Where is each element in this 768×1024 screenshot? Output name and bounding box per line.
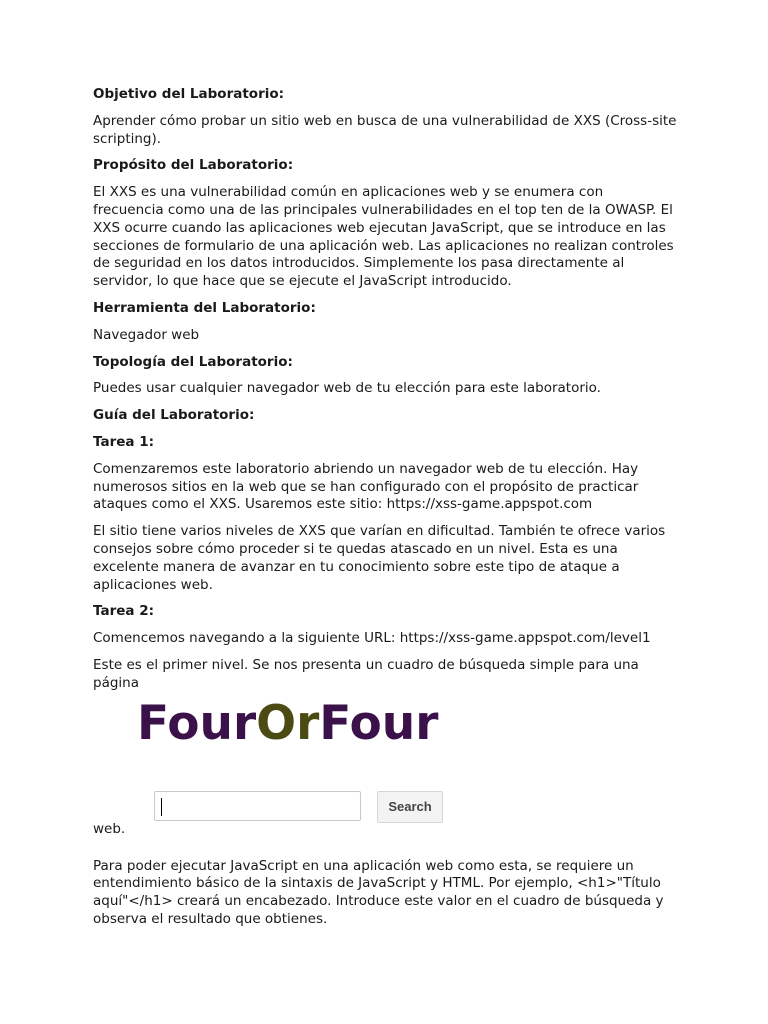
herramienta-heading: Herramienta del Laboratorio: — [93, 299, 316, 316]
topologia-heading: Topología del Laboratorio: — [93, 353, 293, 370]
tarea2-text-2: Este es el primer nivel. Se nos presenta un cuadro de búsqueda simple para una página — [93, 656, 639, 691]
logo-part-2: Or — [256, 695, 320, 751]
logo-part-3: Four — [319, 695, 439, 751]
topologia-text: Puedes usar cualquier navegador web de tu elección para este laboratorio. — [93, 380, 601, 397]
objetivo-text: Aprender cómo probar un sitio web en busca de una vulnerabilidad de XXS (Cross-site scripting). — [93, 112, 677, 147]
proposito-text: El XXS es una vulnerabilidad común en aplicaciones web y se enumera con frecuencia como una de las principales vulnerabilidades en el top ten de la OWASP. El XXS ocurre cuando las aplicaciones web ejecutan JavaScript, que se introduce en las secciones de formulario de una aplicación web. Las aplicaciones no realizan controles de seguridad en los datos introducidos. Simplemente los pasa directamente al servidor, lo que hace que se ejecute el JavaScript introducido. — [93, 184, 674, 290]
search-input[interactable] — [154, 791, 361, 821]
proposito-heading: Propósito del Laboratorio: — [93, 157, 294, 174]
document-page — [93, 86, 677, 938]
fourorfour-logo — [137, 696, 438, 752]
objetivo-heading: Objetivo del Laboratorio: — [93, 86, 285, 102]
tarea2-text-3: Para poder ejecutar JavaScript en una aplicación web como esta, se requiere un entendimiento básico de la sintaxis de JavaScript y HTML. Por ejemplo, <h1>"Título aquí"</h1> creará un encabezado. Introduce este valor en el cuadro de búsqueda y observa el resultado que obtienes. — [93, 857, 664, 927]
text-caret — [161, 798, 162, 816]
tarea2-text-2-end: web. — [93, 820, 126, 837]
herramienta-text: Navegador web — [93, 326, 200, 343]
tarea2-text-1: Comencemos navegando a la siguiente URL: https://xss-game.appspot.com/level1 — [93, 630, 651, 647]
embedded-screenshot — [93, 691, 677, 858]
tarea2-heading: Tarea 2: — [93, 603, 154, 620]
tarea1-heading: Tarea 1: — [93, 433, 154, 450]
tarea1-text-2: El sitio tiene varios niveles de XXS que varían en dificultad. También te ofrece varios consejos sobre cómo proceder si te quedas atascado en un nivel. Esta es una excelente manera de avanzar en tu conocimiento sobre este tipo de ataque a aplicaciones web. — [93, 523, 666, 593]
logo-part-1: Four — [137, 695, 257, 751]
guia-heading: Guía del Laboratorio: — [93, 407, 255, 424]
tarea1-text-1: Comenzaremos este laboratorio abriendo un navegador web de tu elección. Hay numerosos sitios en la web que se han configurado con el propósito de practicar ataques como el XXS. Usaremos este sitio: https://xss-game.appspot.com — [93, 460, 639, 513]
search-button[interactable]: Search — [377, 791, 443, 823]
